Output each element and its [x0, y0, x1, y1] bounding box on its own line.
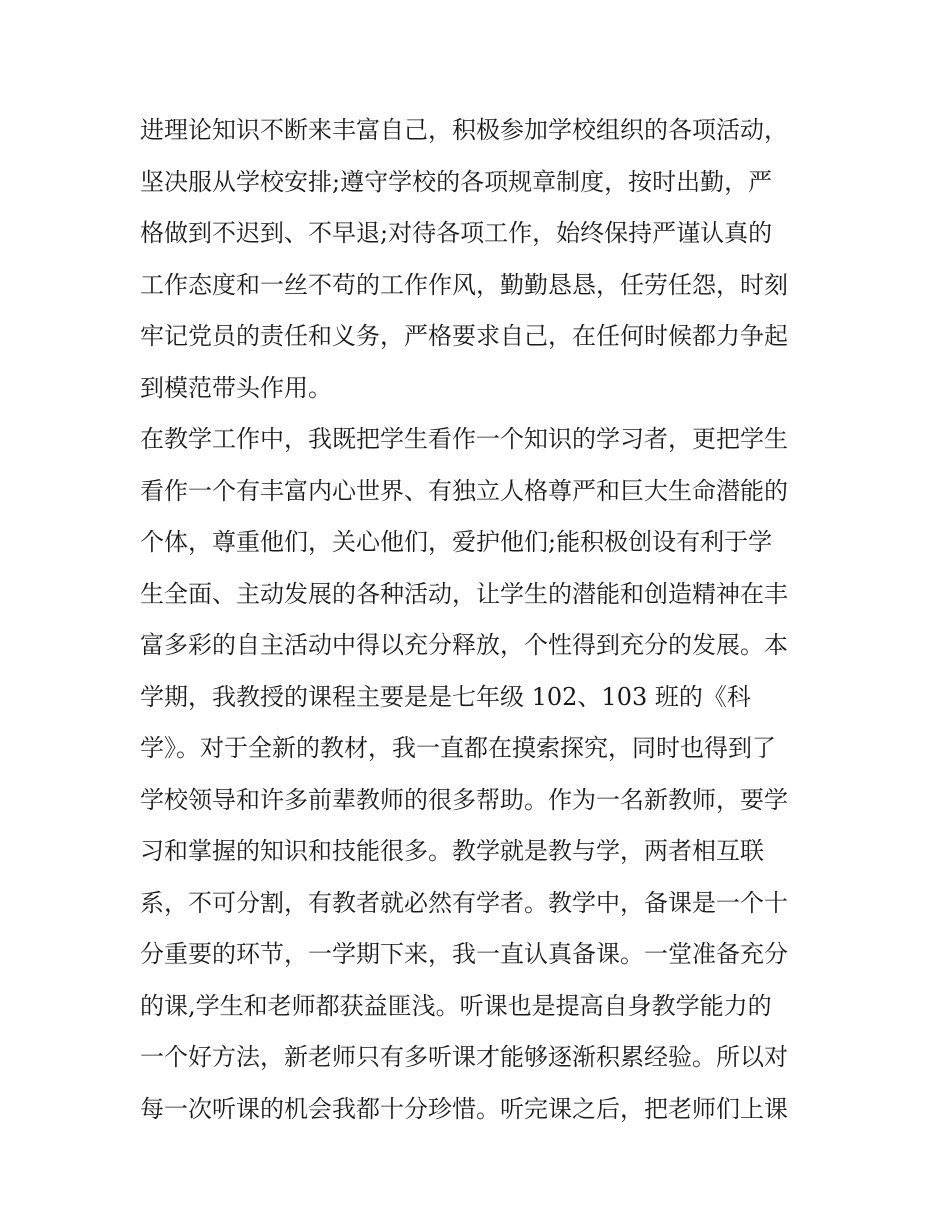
text-line: 牢记党员的责任和义务，严格要求自己，在任何时候都力争起	[140, 322, 788, 350]
text-line: 学》。对于全新的教材，我一直都在摸索探究，同时也得到了	[140, 734, 776, 762]
text-line: 在教学工作中，我既把学生看作一个知识的学习者，更把学生	[140, 425, 788, 453]
text-line: 学校领导和许多前辈教师的很多帮助。作为一名新教师，要学	[140, 785, 788, 814]
text-line: 坚决服从学校安排;遵守学校的各项规章制度，按时出勤，严	[140, 167, 773, 196]
text-line: 富多彩的自主活动中得以充分释放，个性得到充分的发展。本	[140, 631, 788, 659]
text-line: 每一次听课的机会我都十分珍惜。听完课之后，把老师们上课	[140, 1094, 788, 1123]
text-line: 进理论知识不断来丰富自己，积极参加学校组织的各项活动，	[140, 116, 788, 144]
text-line: 的课,学生和老师都获益匪浅。听课也是提高自身教学能力的	[140, 991, 772, 1020]
text-line: 一个好方法，新老师只有多听课才能够逐渐积累经验。所以对	[140, 1043, 788, 1071]
text-line: 系，不可分割，有教者就必然有学者。教学中，备课是一个十	[140, 888, 788, 917]
text-line: 格做到不迟到、不早退;对待各项工作，始终保持严谨认真的	[140, 219, 773, 247]
body-text	[140, 105, 830, 1135]
text-line: 学期，我教授的课程主要是是七年级 102、103 班的《科	[140, 682, 751, 711]
text-line: 工作态度和一丝不苟的工作作风，勤勤恳恳，任劳任怨，时刻	[140, 270, 788, 299]
text-line: 分重要的环节，一学期下来，我一直认真备课。一堂准备充分	[140, 940, 788, 968]
text-line: 看作一个有丰富内心世界、有独立人格尊严和巨大生命潜能的	[140, 476, 788, 505]
text-line: 生全面、主动发展的各种活动，让学生的潜能和创造精神在丰	[140, 579, 788, 608]
text-line: 个体，尊重他们，关心他们，爱护他们;能积极创设有利于学	[140, 528, 773, 556]
text-line: 到模范带头作用。	[140, 373, 332, 402]
text-line: 习和掌握的知识和技能很多。教学就是教与学，两者相互联	[140, 837, 764, 865]
